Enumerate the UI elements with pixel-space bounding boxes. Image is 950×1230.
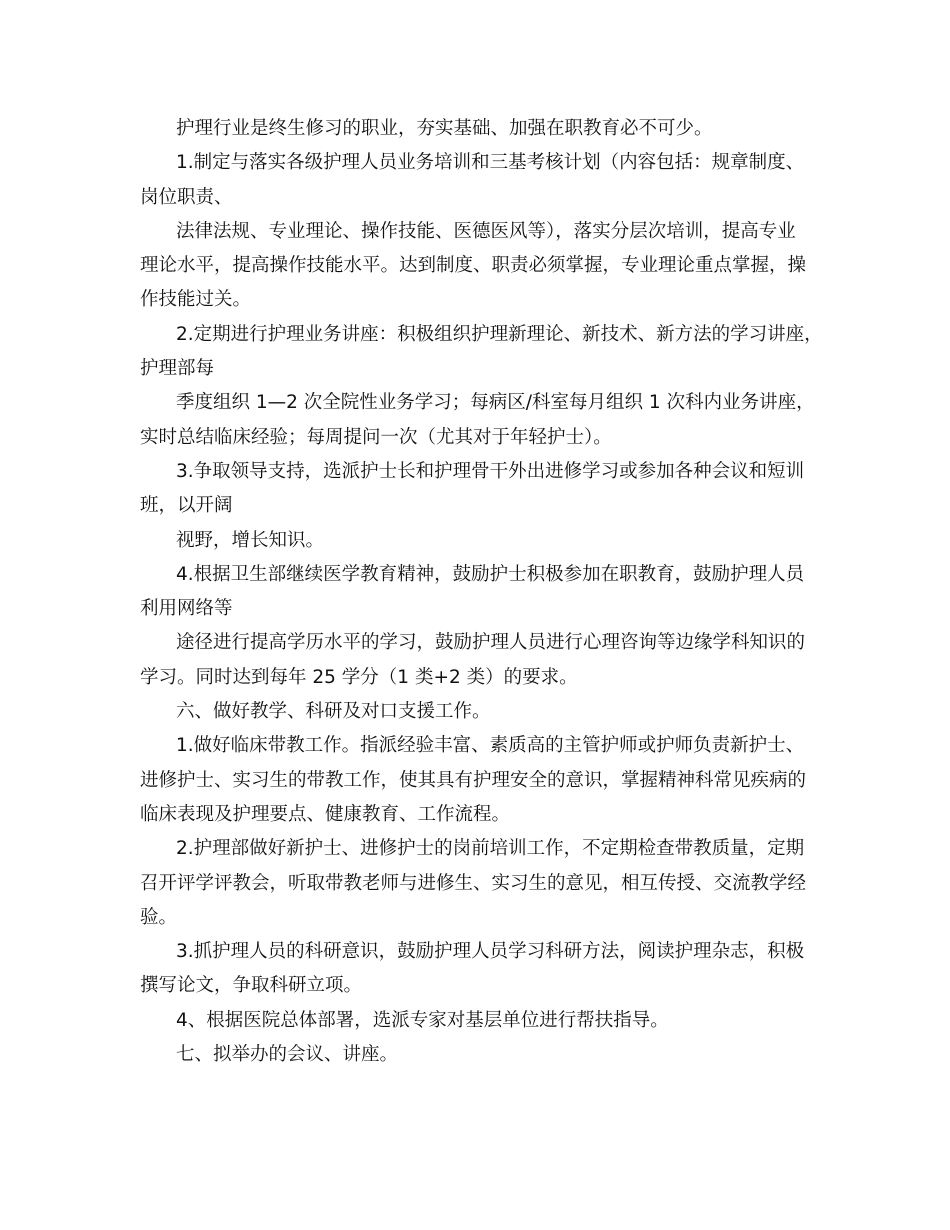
text-line: 实时总结临床经验；每周提问一次（尤其对于年轻护士）。 [140,426,612,448]
text-line: 2.定期进行护理业务讲座：积极组织护理新理论、新技术、新方法的学习讲座， [176,323,823,345]
text-line: 视野，增长知识。 [176,529,325,551]
text-line: 季度组织 1—2 次全院性业务学习；每病区/科室每月组织 1 次科内业务讲座， [176,392,815,414]
text-line: 临床表现及护理要点、健康教育、工作流程。 [140,803,511,825]
text-line: 学习。同时达到每年 25 学分（1 类+2 类）的要求。 [140,666,578,688]
text-line: 班，以开阔 [140,495,233,517]
text-line: 护理部每 [140,358,215,380]
text-line: 七、拟举办的会议、讲座。 [176,1044,399,1066]
text-line: 1.制定与落实各级护理人员业务培训和三基考核计划（内容包括：规章制度、 [176,152,805,174]
text-line: 3.争取领导支持，选派护士长和护理骨干外出进修学习或参加各种会议和短训 [176,460,805,482]
text-line: 召开评学评教会，听取带教老师与进修生、实习生的意见，相互传授、交流教学经 [140,872,807,894]
text-line: 撰写论文，争取科研立项。 [140,975,363,997]
text-line: 理论水平，提高操作技能水平。达到制度、职责必须掌握，专业理论重点掌握，操 [140,255,807,277]
text-line: 途径进行提高学历水平的学习，鼓励护理人员进行心理咨询等边缘学科知识的 [176,632,806,654]
text-line: 作技能过关。 [140,289,252,311]
text-line: 利用网络等 [140,598,233,620]
text-line: 六、做好教学、科研及对口支援工作。 [176,701,491,723]
document-body [140,112,823,1072]
text-line: 岗位职责、 [140,186,233,208]
text-line: 4.根据卫生部继续医学教育精神，鼓励护士积极参加在职教育，鼓励护理人员 [176,563,805,585]
text-line: 4、根据医院总体部署，选派专家对基层单位进行帮扶指导。 [176,1009,669,1031]
text-line: 护理行业是终生修习的职业，夯实基础、加强在职教育必不可少。 [176,118,713,139]
text-line: 2.护理部做好新护士、进修护士的岗前培训工作，不定期检查带教质量，定期 [176,838,805,860]
text-line: 1.做好临床带教工作。指派经验丰富、素质高的主管护师或护师负责新护士、 [176,735,805,757]
text-line: 进修护士、实习生的带教工作，使其具有护理安全的意识，掌握精神科常见疾病的 [140,769,807,791]
text-line: 法律法规、专业理论、操作技能、医德医风等），落实分层次培训，提高专业 [176,220,796,242]
text-line: 3.抓护理人员的科研意识，鼓励护理人员学习科研方法，阅读护理杂志，积极 [176,941,805,963]
text-line: 验。 [140,906,178,928]
